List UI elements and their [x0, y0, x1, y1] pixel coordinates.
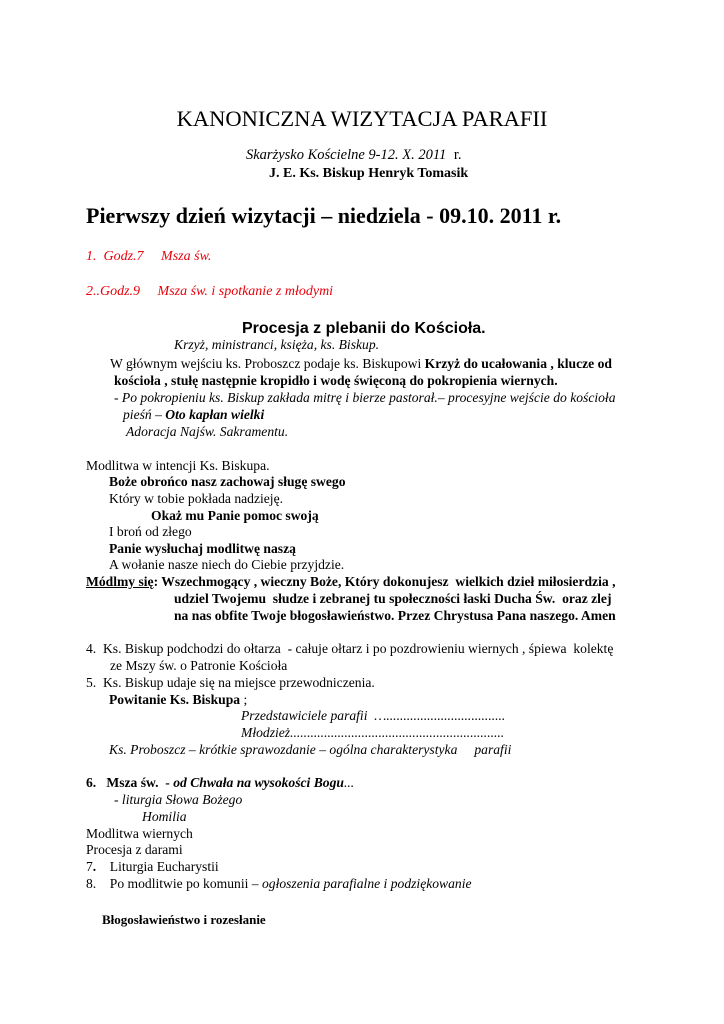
- step-4-line-2: ze Mszy św. o Patronie Kościoła: [110, 658, 288, 673]
- entry-line-1: [110, 356, 612, 372]
- step-4-line-1: 4. Ks. Biskup podchodzi do ołtarza - całuje ołtarz i po pozdrowieniu wiernych , śpiewa kolektę: [86, 641, 614, 656]
- welcome-suffix: ;: [240, 692, 248, 707]
- step-7-dot: .: [92, 859, 97, 874]
- prayer-line-3: Okaż mu Panie pomoc swoją: [151, 508, 319, 523]
- step-8-label: 8. Po modlitwie po komunii: [86, 876, 249, 891]
- prayer-line-2: Który w tobie pokłada nadzieję.: [109, 491, 284, 506]
- prayer-line-6: A wołanie nasze niech do Ciebie przyjdzie.: [109, 557, 345, 572]
- rubric-line-1: - Po pokropieniu ks. Biskup zakłada mitrę i bierze pastorał.– procesyjne wejście do kościoła: [114, 390, 616, 405]
- entry-line-1-normal: W głównym wejściu ks. Proboszcz podaje ks. Biskupowi: [110, 356, 425, 371]
- gloria-ellipsis: ...: [343, 775, 355, 790]
- collect-line-1: [86, 574, 615, 590]
- step-6-dot: . -: [155, 775, 174, 790]
- step-8-line: [86, 876, 472, 892]
- entry-line-2: kościoła , stułę następnie kropidło i wodę święconą do pokropienia wiernych.: [114, 373, 558, 388]
- closing-line: Błogosławieństwo i rozesłanie: [102, 912, 266, 927]
- bishop-name: J. E. Ks. Biskup Henryk Tomasik: [269, 166, 469, 181]
- representatives-line: Przedstawiciele parafii …...................................: [241, 708, 506, 723]
- prayer-line-1: Boże obrońco nasz zachowaj sługę swego: [109, 474, 346, 489]
- welcome-label: Powitanie Ks. Biskupa: [109, 692, 241, 707]
- mass-item-2: 2..Godz.9 Msza św. i spotkanie z młodymi: [86, 284, 334, 299]
- place-date-suffix: r.: [453, 147, 462, 163]
- step-7-line: [86, 859, 219, 875]
- step-7-num: 7: [86, 859, 93, 874]
- procession-participants: Krzyż, ministranci, księża, ks. Biskup.: [174, 337, 380, 352]
- homily-line: Homilia: [142, 809, 187, 824]
- step-8-text: – ogłoszenia parafialne i podziękowanie: [248, 876, 472, 891]
- youth-line: Młodzież...............................................................: [241, 725, 505, 740]
- collect-text-1: : Wszechmogący , wieczny Boże, Który dokonujesz wielkich dzieł miłosierdzia ,: [153, 574, 616, 589]
- prayer-intro: Modlitwa w intencji Ks. Biskupa.: [86, 458, 270, 473]
- step-7-text: Liturgia Eucharystii: [96, 859, 219, 874]
- place-date: Skarżysko Kościelne 9-12. X. 2011: [246, 147, 447, 163]
- day-heading: Pierwszy dzień wizytacji – niedziela - 09.10. 2011 r.: [86, 203, 562, 228]
- adoration-line: Adoracja Najśw. Sakramentu.: [126, 424, 289, 439]
- rubric-song-prefix: pieśń –: [123, 407, 166, 422]
- prayer-line-4: I broń od złego: [109, 524, 192, 539]
- gloria-text: od Chwała na wysokości Bogu: [173, 775, 344, 790]
- faithful-prayer-line: Modlitwa wiernych: [86, 826, 193, 841]
- mass-item-1: 1. Godz.7 Msza św.: [86, 249, 212, 264]
- collect-line-3: na nas obfite Twoje błogosławieństwo. Przez Chrystusa Pana naszego. Amen: [174, 608, 616, 623]
- pastor-report-line: Ks. Proboszcz – krótkie sprawozdanie – ogólna charakterystyka parafii: [109, 742, 512, 757]
- rubric-song-title: Oto kapłan wielki: [165, 407, 265, 422]
- page-title: KANONICZNA WIZYTACJA PARAFII: [176, 106, 548, 131]
- step-5-line-1: 5. Ks. Biskup udaje się na miejsce przewodniczenia.: [86, 675, 375, 690]
- step-6-line: [86, 775, 354, 791]
- entry-line-1-bold: Krzyż do ucałowania , klucze od: [424, 356, 612, 371]
- welcome-line: [109, 692, 247, 708]
- collect-line-2: udziel Twojemu słudze i zebranej tu społeczności łaski Ducha Św. oraz zlej: [174, 591, 612, 606]
- step-6-label: 6. Msza św: [86, 775, 156, 790]
- procession-heading: Procesja z plebanii do Kościoła.: [242, 320, 486, 337]
- place-date-line: [246, 147, 462, 163]
- collect-label: Módlmy się: [86, 574, 154, 589]
- offertory-line: Procesja z darami: [86, 842, 183, 857]
- rubric-line-2: [123, 407, 264, 423]
- liturgy-word-line: - liturgia Słowa Bożego: [114, 792, 243, 807]
- prayer-line-5: Panie wysłuchaj modlitwę naszą: [109, 541, 296, 556]
